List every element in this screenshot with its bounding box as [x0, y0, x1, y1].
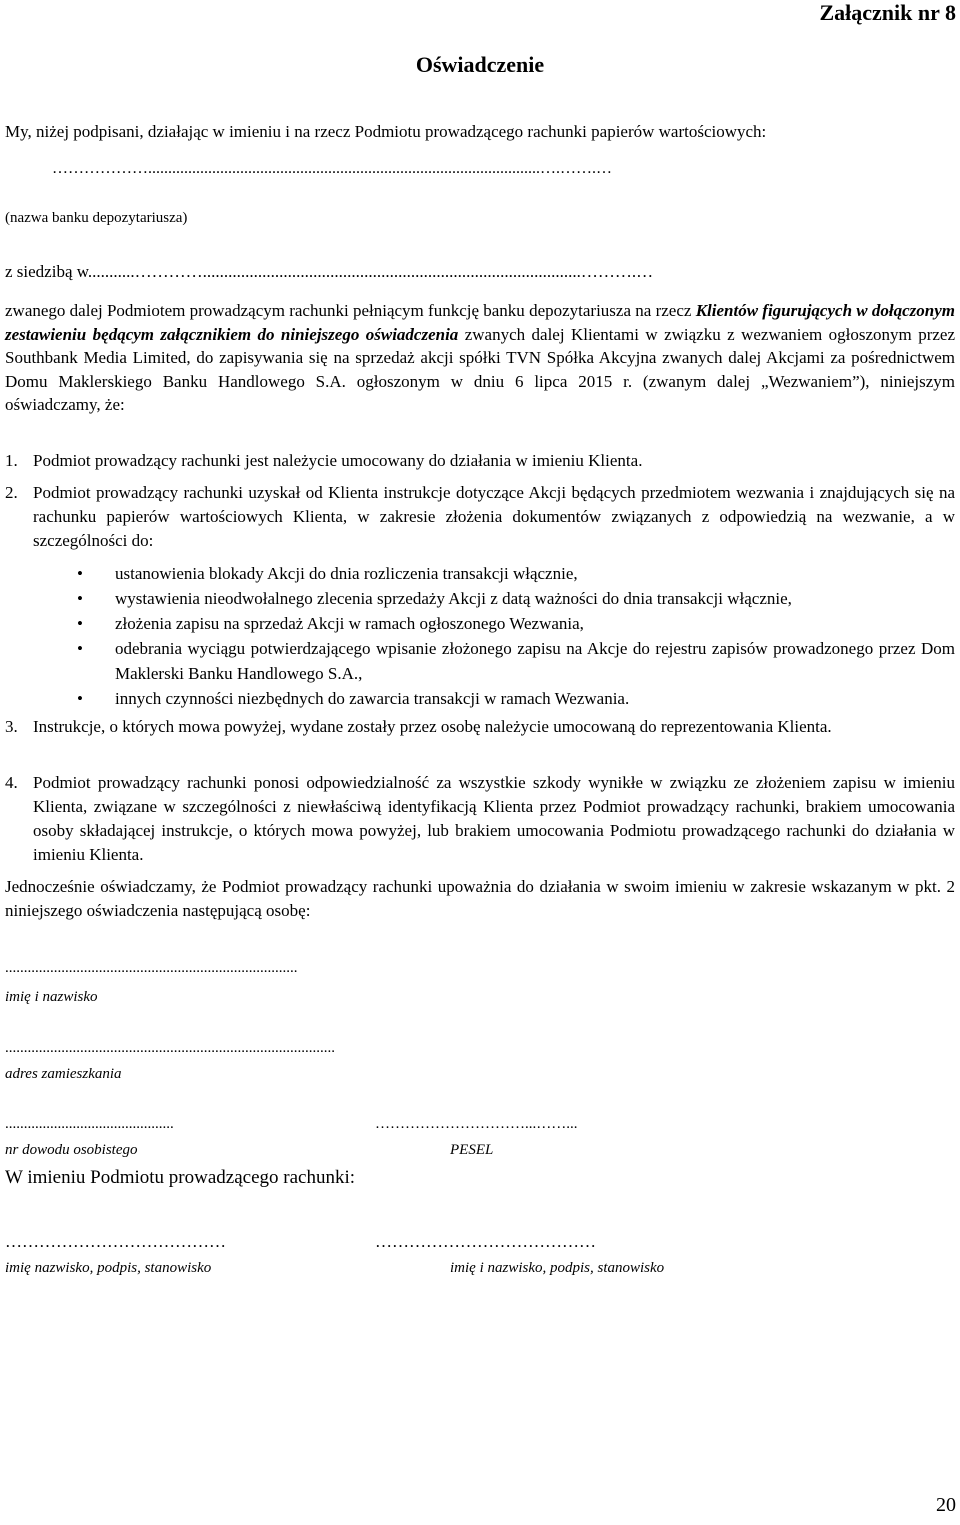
bullet-icon: •: [77, 689, 83, 708]
main-paragraph-part1: zwanego dalej Podmiotem prowadzącym rachunki pełniącym funkcję banku depozytariusza na rzecz: [5, 301, 696, 320]
point-text: Podmiot prowadzący rachunki jest należycie umocowany do działania w imieniu Klienta.: [33, 451, 643, 470]
main-paragraph-clients: Klientów figurujących w dołączonym zestawieniu będącym załącznikiem do niniejszego oświadczenia: [5, 301, 955, 344]
id-caption: nr dowodu osobistego: [5, 1142, 138, 1158]
id-dots: .............................................: [5, 1116, 174, 1132]
bullet-item: [77, 561, 955, 586]
seat-line: z siedzibą w...........………….........................................................................................……….…: [5, 262, 654, 281]
main-paragraph: [5, 299, 955, 417]
instruction-bullets: [77, 561, 955, 711]
left-signature-dots: …………………………………: [5, 1232, 226, 1251]
point-text: Podmiot prowadzący rachunki ponosi odpowiedzialność za wszystkie szkody wynikłe w związku ze złożeniem zapisu w imieniu Klienta, związane w szczególności z niewłaściwą identyfikacją Klienta przez Podmiot prowadzący rachunki, brakiem umocowania osoby składającej instrukcje, o których mowa powyżej, lub brakiem umocowania Podmiotu prowadzącego rachunki do działania w imieniu Klienta.: [33, 773, 955, 864]
bullet-item: [77, 686, 955, 711]
point-number: 4.: [5, 773, 18, 792]
main-paragraph-part3: zwanych dalej Klientami w związku z wezwaniem ogłoszonym przez Southbank Media Limited, do zapisywania się na sprzedaż akcji spółki TVN Spółka Akcyjna zwanych dalej Akcjami za pośrednictwem Domu Maklerskiego Banku Handlowego S.A. ogłoszonym w dniu 6 lipca 2015 r. (zwanym dalej „Wezwaniem”), niniejszym oświadczamy, że:: [5, 324, 955, 415]
list-item: [5, 715, 955, 739]
bullet-item: [77, 586, 955, 611]
page-number: 20: [936, 1494, 956, 1516]
list-item: [5, 481, 955, 553]
point-number: 2.: [5, 483, 18, 502]
bullet-text: ustanowienia blokady Akcji do dnia rozliczenia transakcji włącznie,: [115, 564, 578, 583]
authorization-text: Jednocześnie oświadczamy, że Podmiot prowadzący rachunki upoważnia do działania w swoim imieniu w zakresie wskazanym w pkt. 2 niniejszego oświadczenia następującą osobę:: [5, 877, 955, 920]
point-4: [5, 771, 955, 867]
bullet-text: innych czynności niezbędnych do zawarcia transakcji w ramach Wezwania.: [115, 689, 630, 708]
signature-heading: W imieniu Podmiotu prowadzącego rachunki:: [5, 1167, 356, 1188]
bullet-icon: •: [77, 564, 83, 583]
point-text: Podmiot prowadzący rachunki uzyskał od Klienta instrukcje dotyczące Akcji będących przedmiotem wezwania i znajdujących się na rachunku papierów wartościowych Klienta, w zakresie złożenia dokumentów związanych z odpowiedzią na wezwanie, a w szczególności do:: [33, 483, 955, 550]
left-signature-caption: imię nazwisko, podpis, stanowisko: [5, 1260, 212, 1276]
attachment-label: Załącznik nr 8: [819, 0, 956, 25]
name-dots: ..............................................................................: [5, 960, 298, 976]
point-1: [5, 449, 955, 473]
point-2: [5, 481, 955, 553]
intro-text: My, niżej podpisani, działając w imieniu i na rzecz Podmiotu prowadzącego rachunki papierów wartościowych:: [5, 122, 767, 141]
authorization-paragraph: [5, 875, 955, 922]
bullet-text: odebrania wyciągu potwierdzającego wpisanie złożonego zapisu na Akcje do rejestru zapisów prowadzonego przez Dom Maklerski Banku Handlowego S.A.,: [115, 639, 955, 683]
bullet-text: złożenia zapisu na sprzedaż Akcji w ramach ogłoszonego Wezwania,: [115, 614, 584, 633]
point-number: 1.: [5, 451, 18, 470]
bullet-item: [77, 611, 955, 636]
address-caption: adres zamieszkania: [5, 1066, 122, 1082]
point-text: Instrukcje, o których mowa powyżej, wydane zostały przez osobę należycie umocowaną do reprezentowania Klienta.: [33, 717, 832, 736]
bullet-icon: •: [77, 589, 83, 608]
pesel-dots: …………………………...……...: [375, 1116, 578, 1132]
name-caption: imię i nazwisko: [5, 989, 98, 1005]
pesel-caption: PESEL: [450, 1142, 494, 1158]
point-3: [5, 715, 955, 739]
list-item: [5, 449, 955, 473]
point-number: 3.: [5, 717, 18, 736]
address-dots: ........................................................................................: [5, 1040, 335, 1056]
right-signature-caption: imię i nazwisko, podpis, stanowisko: [450, 1260, 665, 1276]
bullet-icon: •: [77, 639, 83, 658]
bullet-icon: •: [77, 614, 83, 633]
document-title: Oświadczenie: [415, 52, 545, 77]
right-signature-dots: …………………………………: [375, 1232, 596, 1251]
bullet-text: wystawienia nieodwołalnego zlecenia sprzedaży Akcji z datą ważności do dnia transakcji włącznie,: [115, 589, 792, 608]
bullet-item: [77, 636, 955, 686]
bank-name-dots: ………………..................................................................................................….…….…: [52, 160, 612, 177]
bank-name-caption: (nazwa banku depozytariusza): [5, 210, 188, 226]
list-item: [5, 771, 955, 867]
